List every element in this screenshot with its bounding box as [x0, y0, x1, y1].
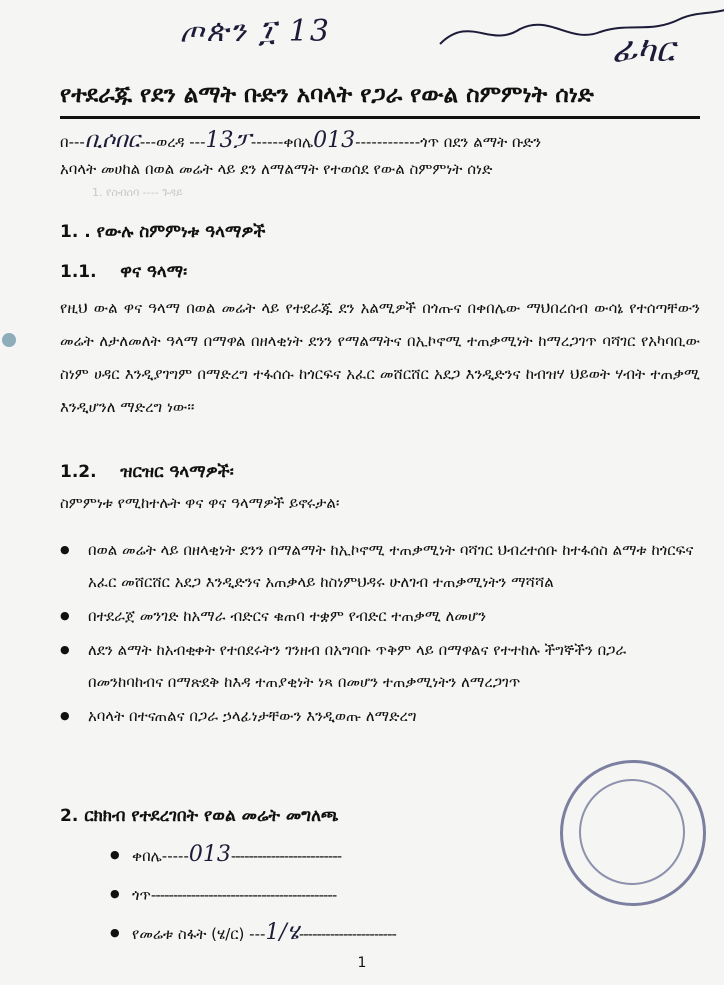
punch-hole-mark — [2, 333, 16, 347]
list-item: ● በተደራጀ መንገድ ከአማራ ብድርና ቁጠባ ተቋም የብድር ተጠቃሚ ለመሆን — [60, 600, 700, 632]
intro-prefix: በ--- — [60, 133, 85, 151]
list-item: ● አባላት በተናጠልና በጋራ ኃላፊነታቸውን እንዲወጡ ለማድረግ — [60, 700, 700, 732]
land-description-list — [110, 836, 510, 953]
kebele-field-label: ቀበሌ----- — [132, 847, 189, 865]
specific-objectives-intro: ስምምነቱ የሚከተሉት ዋና ዋና ዓላማዎች ይኖሩታል፡ — [60, 494, 340, 512]
intro-line-1 — [60, 128, 700, 153]
section-1-2-title: ዝርዝር ዓላማዎች፡ — [120, 462, 234, 482]
faded-bleed-text: 1. የስብሰባ ---- ጉዳይ — [92, 186, 183, 199]
zone-value: ቢሶበር — [84, 128, 140, 153]
section-1-heading: 1. . የውሉ ስምምነቱ ዓላማዎች — [60, 222, 266, 242]
list-item: ● ለደን ልማት ከአብቂቀት የተበደሩትን ገንዘብ በአግባቡ ጥቅም ላይ በማዋልና የተተከሉ ችግኞችን በጋራ በመንከባከብና በማጽደቅ ከእዳ ተጠያቂነት ነጻ በመሆን ተጠቃሚነትን ለማረጋገጥ — [60, 634, 700, 698]
section-2-heading: 2. ርክክብ የተደረገበት የወል መሬት መግለጫ — [60, 806, 339, 826]
main-objective-paragraph: የዚህ ውል ዋና ዓላማ በወል መሬት ላይ የተደራጁ ደን አልሚዎች በጎጡና በቀበሌው ማህበረሰብ ውሳኔ የተሰጣቸውን መሬት ለታለመለት ዓላማ በማዋል በዘላቂነት ደንን የማልማትና በኢኮኖሚ ተጠቃሚነት ከማረጋገጥ ባሻገር የአካባቢው ስነም ሀዳር እንዲያገግም በማድረግ ተፋሰሱ ከጎርፍና አፈር መሸርሸር አደጋ እንዲድንና ከብዝሃ ህይወት ሃብት ተጠቃሚ እንዲሆንለ ማድረግ ነው፡፡ — [60, 299, 700, 416]
official-stamp — [560, 760, 706, 906]
list-item — [110, 875, 510, 914]
list-item — [110, 836, 510, 875]
section-1-1-heading — [60, 262, 187, 282]
area-field-value: 1/ሄ — [265, 920, 299, 945]
section-1-2-heading — [60, 462, 234, 482]
document-title: የተደራጁ የደን ልማት ቡድን አባላት የጋራ የውል ስምምነት ሰነድ — [60, 82, 594, 108]
title-underline — [60, 116, 700, 119]
kebele-value: 013 — [313, 128, 356, 153]
list-item: ● በወል መሬት ላይ በዘላቂነት ደንን በማልማት ከኢኮኖሚ ተጠቃሚነት ባሻገር ህብረተሰቡ ከተፋሰስ ልማቱ ከጎርፍና አፈር መሸርሸር አደጋ እንዲድንና አጠቃላይ ከስነምህዳሩ ሁለገብ ተጠቃሚነትን ማሻሻል — [60, 534, 700, 598]
got-field-line: ------------------------------------------ — [150, 886, 337, 904]
area-field-line: ---------------------- — [298, 925, 396, 943]
section-1-2-number: 1.2. — [60, 462, 97, 482]
intro-line-2: አባላት መሀከል በወል መሬት ላይ ደን ለማልማት የተወሰደ የውል ስምምነት ሰነድ — [60, 160, 493, 178]
area-field-label: የመሬቱ ስፋት (ሄ/ር) --- — [132, 925, 266, 943]
woreda-value: 13ፓ — [205, 128, 251, 153]
kebele-label: ------ቀበሌ — [250, 133, 314, 151]
got-field-label: ጎጥ — [132, 886, 151, 904]
objectives-list — [60, 534, 700, 734]
stamp-inner-ring — [579, 779, 685, 885]
section-1-1-title: ዋና ዓላማ፡ — [120, 262, 188, 282]
section-1-1-number: 1.1. — [60, 262, 97, 282]
handwritten-note: ጦጵን ፲ 13 — [180, 14, 331, 49]
handwritten-signature: ፊካር — [612, 30, 675, 70]
kebele-field-line: ------------------------- — [230, 847, 342, 865]
woreda-label: ---ወረዳ --- — [139, 133, 206, 151]
handwritten-scribble — [430, 4, 724, 54]
list-item — [110, 914, 510, 953]
intro-suffix: ------------ጎጥ በደን ልማት ቡድን — [355, 133, 542, 151]
page-number: 1 — [357, 955, 367, 971]
kebele-field-value: 013 — [188, 842, 231, 867]
